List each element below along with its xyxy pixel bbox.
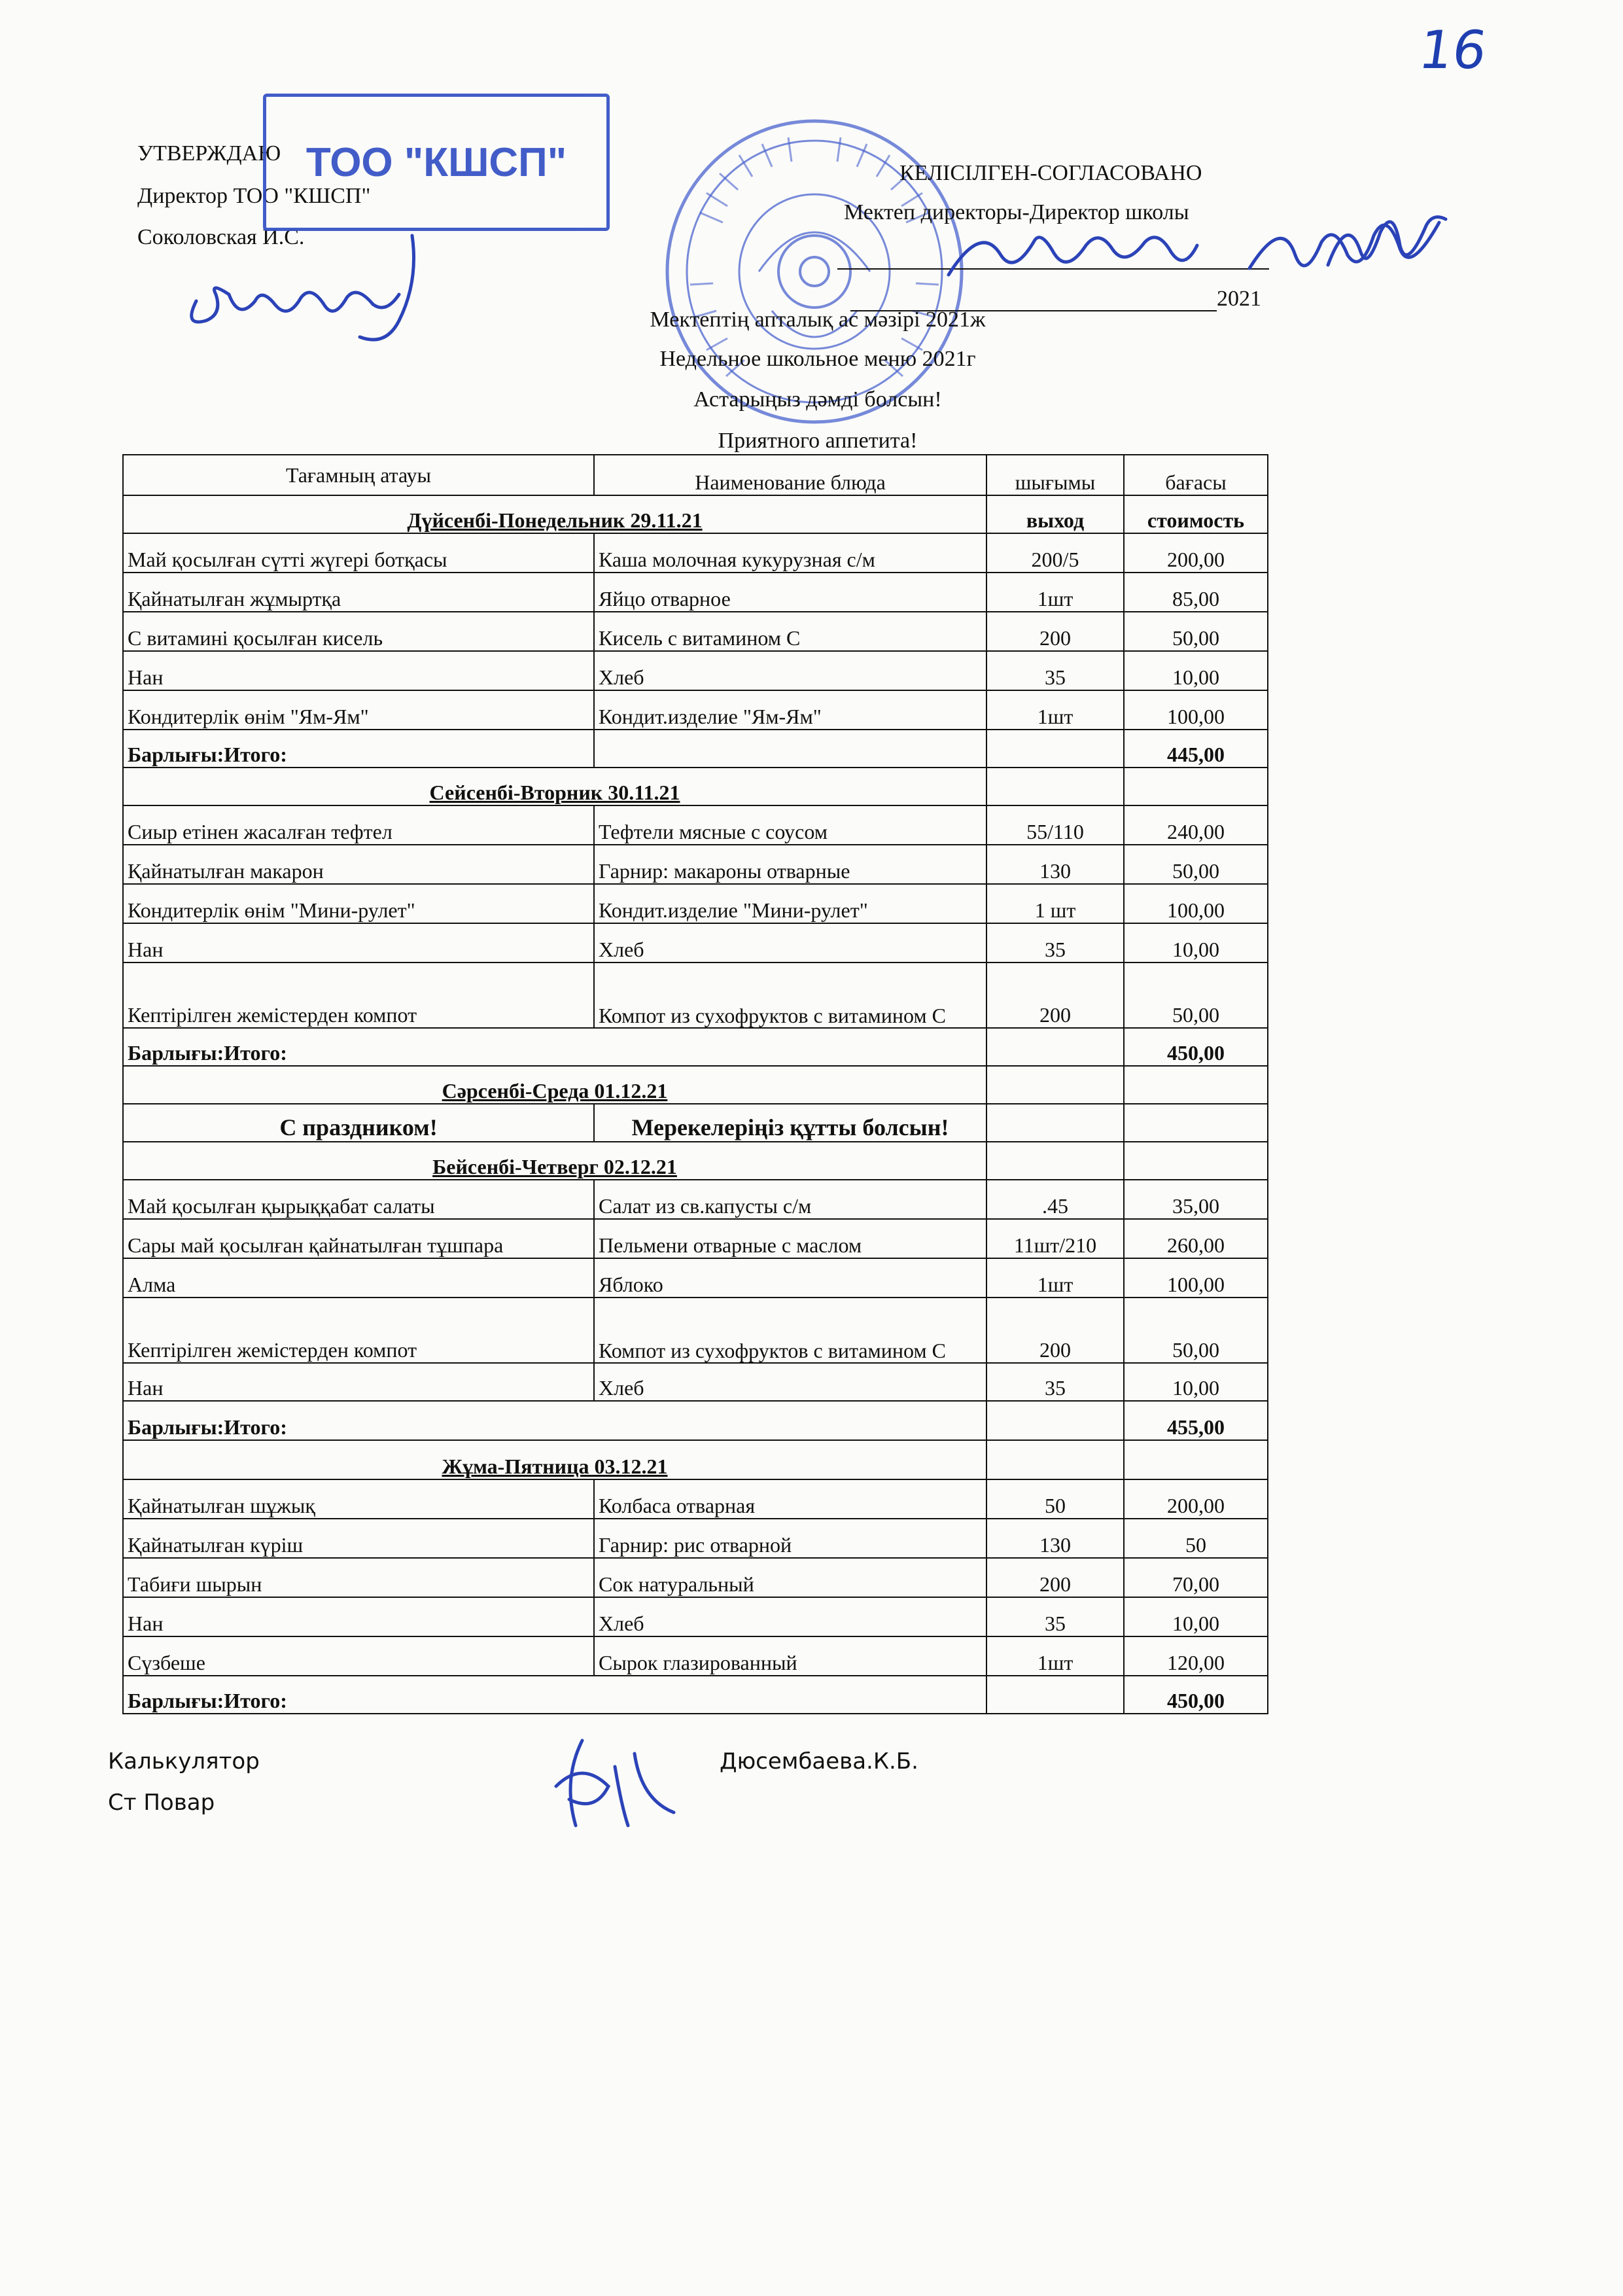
dish-output: 35 [986, 923, 1124, 963]
dish-kz: Қайнатылған шұжық [123, 1479, 594, 1519]
holiday-ru: С праздником! [123, 1104, 594, 1142]
dish-price: 50,00 [1124, 1298, 1268, 1363]
dish-output: 200 [986, 963, 1124, 1028]
empty-cell [986, 1104, 1124, 1142]
day-row [123, 495, 1268, 533]
table-row [123, 1180, 1268, 1219]
dish-price: 50,00 [1124, 612, 1268, 651]
calculator-label: Калькулятор [108, 1748, 260, 1775]
dish-output: 1шт [986, 573, 1124, 612]
wish-kz: Астарыңыз дәмді болсын! [693, 387, 942, 412]
total-label: Барлығы:Итого: [123, 1676, 986, 1714]
header-price-kz: бағасы [1124, 455, 1268, 495]
dish-ru: Компот из сухофруктов с витамином С [594, 963, 986, 1028]
empty-cell [1124, 1104, 1268, 1142]
header-name-kz: Тағамның атауы [123, 455, 594, 495]
dish-output: 200 [986, 1558, 1124, 1597]
dish-ru: Хлеб [594, 1597, 986, 1636]
table-row [123, 845, 1268, 884]
dish-kz: Май қосылған сүтті жүгері ботқасы [123, 533, 594, 573]
total-label: Барлығы:Итого: [123, 730, 594, 768]
empty-cell [1124, 768, 1268, 805]
dish-price: 50 [1124, 1519, 1268, 1558]
table-row [123, 1519, 1268, 1558]
day-title: Дүйсенбі-Понедельник 29.11.21 [123, 495, 986, 533]
dish-kz: Сары май қосылған қайнатылған тұшпара [123, 1219, 594, 1258]
day-total: 445,00 [1124, 730, 1268, 768]
dish-price: 240,00 [1124, 805, 1268, 845]
dish-output: 130 [986, 845, 1124, 884]
dish-kz: Нан [123, 1597, 594, 1636]
empty-cell [986, 1142, 1124, 1180]
header-output-ru: выход [986, 495, 1124, 533]
total-label: Барлығы:Итого: [123, 1028, 986, 1066]
total-row [123, 1676, 1268, 1714]
dish-kz: Табиғи шырын [123, 1558, 594, 1597]
table-row [123, 612, 1268, 651]
day-title: Бейсенбі-Четверг 02.12.21 [123, 1142, 986, 1180]
table-row [123, 1636, 1268, 1676]
dish-output: 130 [986, 1519, 1124, 1558]
dish-output: 11шт/210 [986, 1219, 1124, 1258]
table-row [123, 1219, 1268, 1258]
dish-price: 50,00 [1124, 845, 1268, 884]
dish-price: 10,00 [1124, 1597, 1268, 1636]
empty-cell [1124, 1142, 1268, 1180]
table-row [123, 963, 1268, 1028]
dish-output: 35 [986, 1597, 1124, 1636]
table-row [123, 884, 1268, 923]
dish-ru: Каша молочная кукурузная с/м [594, 533, 986, 573]
table-row [123, 1558, 1268, 1597]
dish-ru: Сок натуральный [594, 1558, 986, 1597]
holiday-row [123, 1104, 1268, 1142]
dish-price: 100,00 [1124, 1258, 1268, 1298]
approve-position: Директор ТОО "КШСП" [137, 184, 371, 208]
table-row [123, 690, 1268, 730]
dish-ru: Салат из св.капусты с/м [594, 1180, 986, 1219]
table-row [123, 923, 1268, 963]
header-name-ru: Наименование блюда [594, 455, 986, 495]
dish-kz: Май қосылған қырыққабат салаты [123, 1180, 594, 1219]
total-label: Барлығы:Итого: [123, 1401, 986, 1440]
empty-cell [986, 1676, 1124, 1714]
day-row [123, 768, 1268, 805]
dish-ru: Сырок глазированный [594, 1636, 986, 1676]
heading-kz: Мектептің апталық ас мәзірі 2021ж [650, 308, 986, 332]
table-row [123, 1258, 1268, 1298]
dish-kz: Алма [123, 1258, 594, 1298]
dish-price: 85,00 [1124, 573, 1268, 612]
dish-kz: Кептірілген жемістерден компот [123, 963, 594, 1028]
dish-price: 260,00 [1124, 1219, 1268, 1258]
day-title: Сәрсенбі-Среда 01.12.21 [123, 1066, 986, 1104]
empty-cell [1124, 1440, 1268, 1479]
dish-output: 200/5 [986, 533, 1124, 573]
approve-name: Соколовская И.С. [137, 225, 305, 249]
dish-price: 10,00 [1124, 1363, 1268, 1401]
table-row [123, 1479, 1268, 1519]
dish-output: 1 шт [986, 884, 1124, 923]
calculator-signature [543, 1727, 687, 1845]
table-row [123, 573, 1268, 612]
dish-kz: Қайнатылған күріш [123, 1519, 594, 1558]
table-row [123, 1298, 1268, 1363]
empty-cell [986, 1401, 1124, 1440]
director-signature [177, 222, 464, 353]
dish-output: 55/110 [986, 805, 1124, 845]
table-row [123, 1363, 1268, 1401]
approve-title: УТВЕРЖДАЮ [137, 141, 281, 166]
wish-ru: Приятного аппетита! [718, 429, 918, 453]
dish-output: 35 [986, 1363, 1124, 1401]
dish-ru: Хлеб [594, 651, 986, 690]
dish-price: 200,00 [1124, 533, 1268, 573]
dish-kz: Кептірілген жемістерден компот [123, 1298, 594, 1363]
dish-price: 10,00 [1124, 923, 1268, 963]
dish-ru: Компот из сухофруктов с витамином С [594, 1298, 986, 1363]
day-title: Сейсенбі-Вторник 30.11.21 [123, 768, 986, 805]
company-stamp-text: ТОО "КШСП" [305, 139, 567, 185]
dish-price: 100,00 [1124, 690, 1268, 730]
dish-ru: Кондит.изделие "Мини-рулет" [594, 884, 986, 923]
empty-cell [986, 768, 1124, 805]
dish-kz: Сиыр етінен жасалған тефтел [123, 805, 594, 845]
dish-kz: Сүзбеше [123, 1636, 594, 1676]
agree-title: КЕЛІСІЛГЕН-СОГЛАСОВАНО [899, 161, 1202, 185]
empty-cell [1124, 1066, 1268, 1104]
dish-ru: Колбаса отварная [594, 1479, 986, 1519]
dish-ru: Яблоко [594, 1258, 986, 1298]
dish-kz: Нан [123, 923, 594, 963]
empty-cell [986, 730, 1124, 768]
header-output-kz: шығымы [986, 455, 1124, 495]
day-row [123, 1440, 1268, 1479]
dish-output: 50 [986, 1479, 1124, 1519]
total-row [123, 730, 1268, 768]
table-row [123, 533, 1268, 573]
day-row [123, 1066, 1268, 1104]
dish-output: 1шт [986, 1636, 1124, 1676]
company-stamp [263, 94, 610, 231]
menu-table-body [123, 455, 1268, 1714]
dish-ru: Пельмени отварные с маслом [594, 1219, 986, 1258]
dish-price: 70,00 [1124, 1558, 1268, 1597]
dish-kz: Қайнатылған жұмыртқа [123, 573, 594, 612]
table-header-row [123, 455, 1268, 495]
dish-ru: Хлеб [594, 1363, 986, 1401]
dish-ru: Тефтели мясные с соусом [594, 805, 986, 845]
calculator-name: Дюсембаева.К.Б. [720, 1748, 918, 1775]
dish-output: 35 [986, 651, 1124, 690]
dish-ru: Гарнир: рис отварной [594, 1519, 986, 1558]
cook-label: Ст Повар [108, 1790, 215, 1816]
dish-ru: Хлеб [594, 923, 986, 963]
table-row [123, 651, 1268, 690]
day-total: 455,00 [1124, 1401, 1268, 1440]
total-row [123, 1028, 1268, 1066]
dish-output: 1шт [986, 1258, 1124, 1298]
dish-ru: Яйцо отварное [594, 573, 986, 612]
day-title: Жұма-Пятница 03.12.21 [123, 1440, 986, 1479]
dish-kz: Нан [123, 651, 594, 690]
dish-ru: Кондит.изделие "Ям-Ям" [594, 690, 986, 730]
dish-output: 200 [986, 612, 1124, 651]
dish-price: 50,00 [1124, 963, 1268, 1028]
agree-position: Мектеп директоры-Директор школы [844, 200, 1189, 224]
day-total: 450,00 [1124, 1676, 1268, 1714]
table-row [123, 1597, 1268, 1636]
heading-ru: Недельное школьное меню 2021г [659, 347, 976, 371]
dish-price: 120,00 [1124, 1636, 1268, 1676]
dish-price: 100,00 [1124, 884, 1268, 923]
empty-cell [986, 1066, 1124, 1104]
agree-year: 2021 [1217, 287, 1261, 311]
dish-ru: Кисель с витамином С [594, 612, 986, 651]
day-total: 450,00 [1124, 1028, 1268, 1066]
dish-kz: Кондитерлік өнім "Мини-рулет" [123, 884, 594, 923]
total-row [123, 1401, 1268, 1440]
empty-cell [594, 730, 986, 768]
empty-cell [986, 1440, 1124, 1479]
empty-cell [986, 1028, 1124, 1066]
dish-output: 200 [986, 1298, 1124, 1363]
dish-price: 35,00 [1124, 1180, 1268, 1219]
dish-ru: Гарнир: макароны отварные [594, 845, 986, 884]
holiday-kz: Мерекелеріңіз құтты болсын! [594, 1104, 986, 1142]
school-director-initials [1321, 200, 1452, 278]
dish-output: .45 [986, 1180, 1124, 1219]
dish-kz: Қайнатылған макарон [123, 845, 594, 884]
day-row [123, 1142, 1268, 1180]
page-number: 16 [1415, 20, 1491, 80]
header-price-ru: стоимость [1124, 495, 1268, 533]
table-row [123, 805, 1268, 845]
dish-price: 200,00 [1124, 1479, 1268, 1519]
menu-table [122, 454, 1268, 1714]
dish-output: 1шт [986, 690, 1124, 730]
dish-kz: С витамині қосылған кисель [123, 612, 594, 651]
dish-price: 10,00 [1124, 651, 1268, 690]
dish-kz: Кондитерлік өнім "Ям-Ям" [123, 690, 594, 730]
dish-kz: Нан [123, 1363, 594, 1401]
